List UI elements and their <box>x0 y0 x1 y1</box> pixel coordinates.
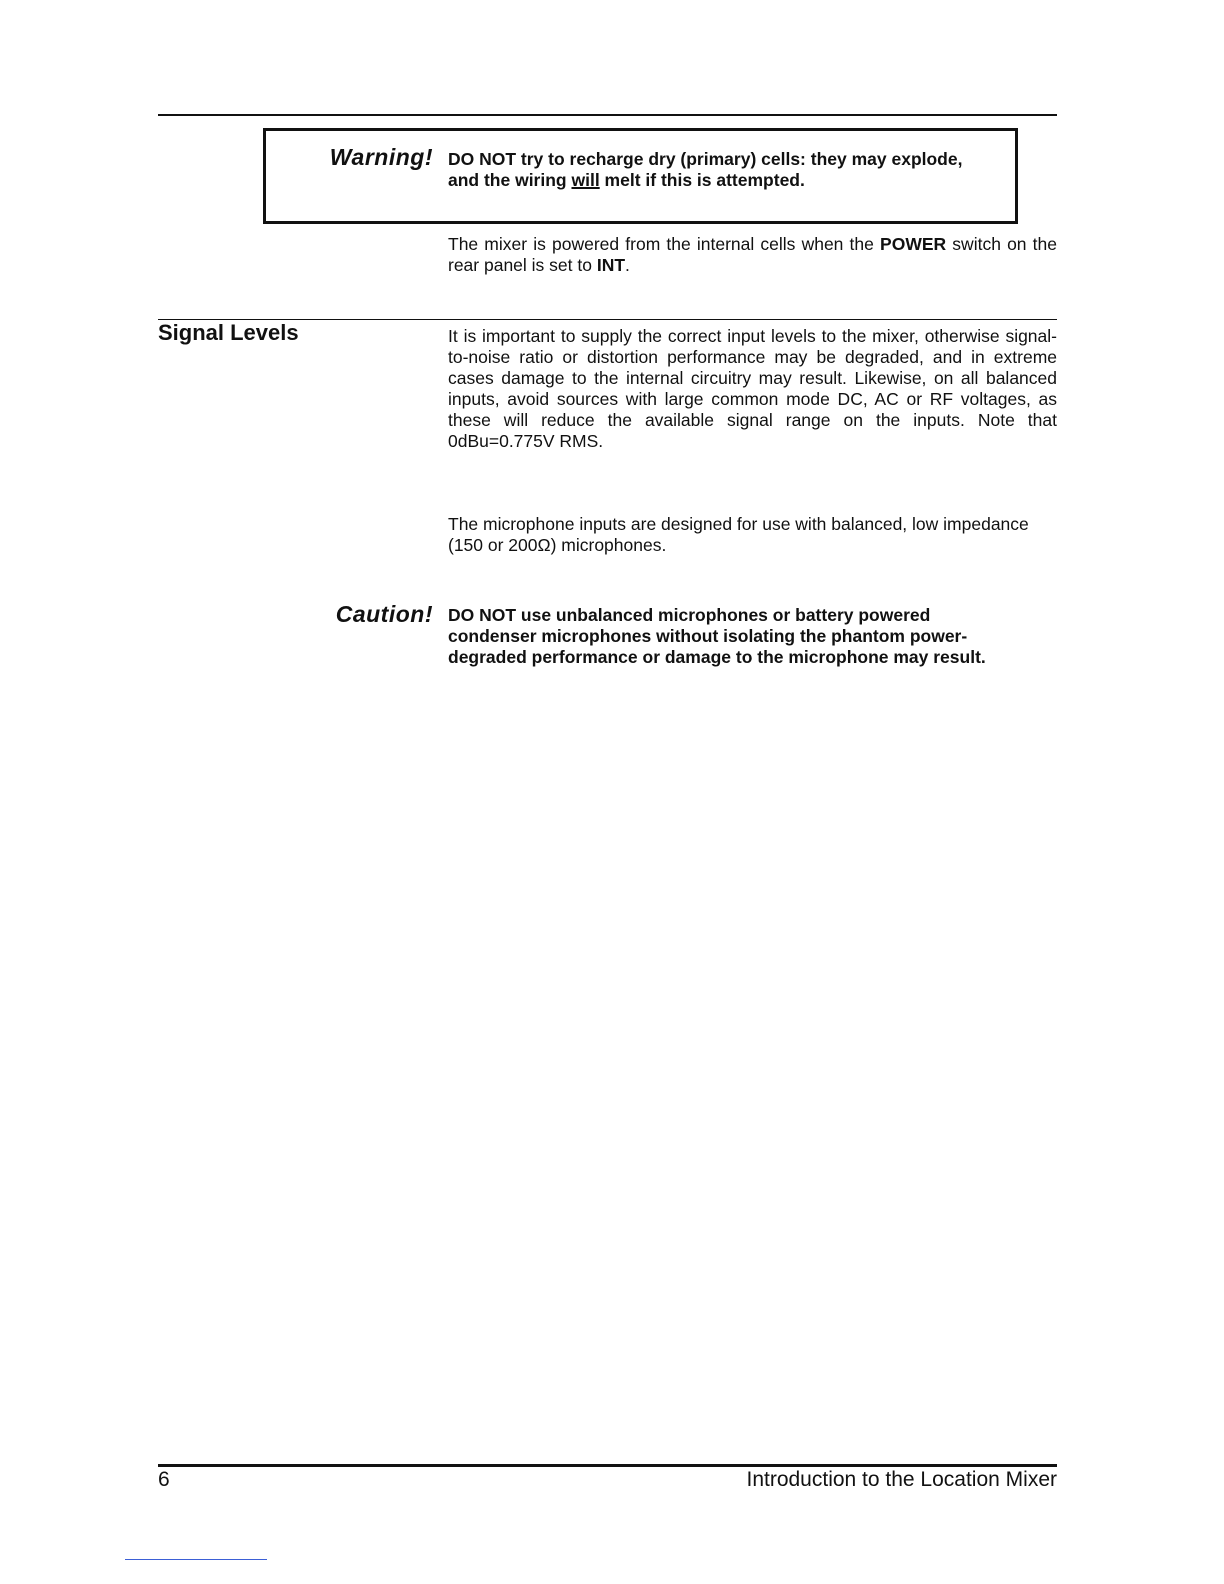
microphone-paragraph: The microphone inputs are designed for use with balanced, low impedance (150 or 200Ω) microphones. <box>448 514 1029 555</box>
warning-line-2: and the wiring will melt if this is attempted. <box>448 170 805 190</box>
page-number: 6 <box>158 1468 170 1491</box>
top-rule <box>158 114 1057 116</box>
caution-label: Caution! <box>335 601 433 627</box>
warning-label: Warning! <box>329 144 433 170</box>
scan-artifact-line <box>125 1559 267 1560</box>
signal-levels-paragraph: It is important to supply the correct input levels to the mixer, otherwise signal-to-noise ratio or distortion performance may be degraded, and in extreme cases damage to the internal circuitry may result. Likewise, on all balanced inputs, avoid sources with large common mode DC, AC or RF voltages, as these will reduce the available signal range on the inputs. Note that 0dBu=0.775V RMS. <box>448 326 1057 451</box>
power-switch-label: POWER <box>880 234 947 254</box>
warning-text <box>448 149 962 191</box>
power-paragraph: The mixer is powered from the internal cells when the POWER switch on the rear panel is set to INT. <box>448 234 1057 275</box>
caution-text <box>448 605 986 668</box>
warning-emphasis: will <box>571 170 600 190</box>
footer-rule <box>158 1464 1057 1467</box>
caution-line-1: DO NOT use unbalanced microphones or battery powered <box>448 605 931 625</box>
int-setting-label: INT <box>596 255 626 275</box>
section-heading: Signal Levels <box>158 320 299 345</box>
caution-line-3: degraded performance or damage to the microphone may result. <box>448 647 986 667</box>
caution-line-2: condenser microphones without isolating the phantom power- <box>448 626 968 646</box>
warning-line-1: DO NOT try to recharge dry (primary) cells: they may explode, <box>448 149 963 169</box>
footer-title: Introduction to the Location Mixer <box>746 1468 1057 1491</box>
